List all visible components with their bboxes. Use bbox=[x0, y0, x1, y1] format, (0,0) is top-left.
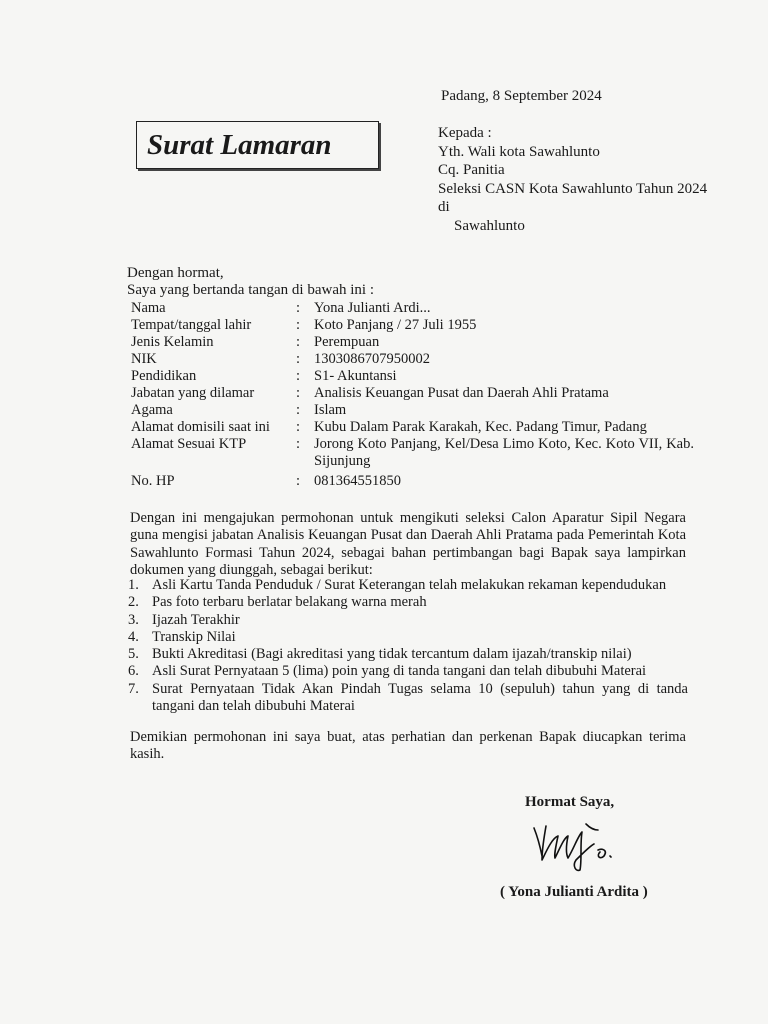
signoff-salutation: Hormat Saya, bbox=[525, 794, 615, 810]
closing-paragraph: Demikian permohonan ini saya buat, atas perhatian dan perkenan Bapak diucapkan terima kasih. bbox=[130, 729, 686, 763]
letter-date: Padang, 8 September 2024 bbox=[441, 88, 602, 104]
biodata-colon: : bbox=[296, 436, 301, 452]
biodata-row bbox=[131, 385, 694, 402]
biodata-value: Yona Julianti Ardi... bbox=[314, 300, 431, 316]
list-number: 1. bbox=[128, 577, 139, 593]
biodata-row bbox=[131, 317, 694, 334]
biodata-row bbox=[131, 300, 694, 317]
list-number: 4. bbox=[128, 628, 139, 645]
biodata-value: 1303086707950002 bbox=[314, 351, 430, 367]
biodata-colon: : bbox=[296, 300, 301, 316]
biodata-value: S1- Akuntansi bbox=[314, 368, 397, 384]
biodata-colon: : bbox=[296, 368, 301, 384]
list-number: 6. bbox=[128, 663, 139, 680]
biodata-colon: : bbox=[296, 402, 301, 418]
list-number: 5. bbox=[128, 646, 139, 663]
biodata-colon: : bbox=[296, 334, 301, 350]
list-text: Asli Surat Pernyataan 5 (lima) poin yang di tanda tangani dan telah dibubuhi Materai bbox=[152, 663, 647, 680]
biodata-row bbox=[131, 419, 694, 436]
recipient-line: Kepada : bbox=[438, 125, 492, 141]
signer-name: ( Yona Julianti Ardita ) bbox=[500, 884, 648, 900]
biodata-label: Tempat/tanggal lahir bbox=[131, 317, 252, 333]
recipient-block bbox=[438, 124, 707, 235]
biodata-value: Koto Panjang / 27 Juli 1955 bbox=[314, 317, 477, 333]
biodata-value: 081364551850 bbox=[314, 473, 401, 489]
list-item bbox=[128, 594, 688, 611]
biodata-value: Islam bbox=[314, 402, 347, 418]
list-number: 7. bbox=[128, 680, 139, 697]
recipient-line: di bbox=[438, 199, 450, 215]
list-text: Surat Pernyataan Tidak Akan Pindah Tugas selama 10 (sepuluh) tahun yang di tanda tangani dan telah dibubuhi Materai bbox=[152, 680, 688, 715]
list-text: Ijazah Terakhir bbox=[152, 611, 240, 628]
biodata-value: Jorong Koto Panjang, Kel/Desa Limo Koto, Kec. Koto VII, Kab. Sijunjung bbox=[314, 436, 694, 469]
list-item bbox=[128, 663, 688, 680]
list-item bbox=[128, 577, 688, 594]
biodata-colon: : bbox=[296, 317, 301, 333]
list-text: Bukti Akreditasi (Bagi akreditasi yang tidak tercantum dalam ijazah/transkip nilai) bbox=[152, 646, 632, 663]
list-item bbox=[128, 629, 688, 646]
recipient-line: Cq. Panitia bbox=[438, 162, 505, 178]
body-paragraph: Dengan ini mengajukan permohonan untuk mengikuti seleksi Calon Aparatur Sipil Negara guna mengisi jabatan Analisis Keuangan Pusat dan Daerah Ahli Pratama pada Pemerintah Kota Sawahlunto Formasi Tahun 2024, sebagai bahan pertimbangan bagi Bapak saya lampirkan dokumen yang diunggah, sebagai berikut: bbox=[130, 510, 686, 578]
biodata-value: Kubu Dalam Parak Karakah, Kec. Padang Timur, Padang bbox=[314, 419, 647, 435]
recipient-line: Sawahlunto bbox=[454, 217, 525, 234]
biodata-label: NIK bbox=[131, 351, 157, 367]
biodata-label: Agama bbox=[131, 402, 173, 418]
biodata-label: Jenis Kelamin bbox=[131, 334, 214, 350]
biodata-colon: : bbox=[296, 351, 301, 367]
list-text: Transkip Nilai bbox=[152, 628, 236, 645]
recipient-line: Yth. Wali kota Sawahlunto bbox=[438, 143, 600, 160]
list-item bbox=[128, 646, 688, 663]
biodata-table bbox=[131, 300, 694, 490]
biodata-label: Nama bbox=[131, 300, 166, 316]
recipient-line: Seleksi CASN Kota Sawahlunto Tahun 2024 bbox=[438, 180, 708, 197]
intro-line: Saya yang bertanda tangan di bawah ini : bbox=[127, 282, 375, 298]
biodata-label: Jabatan yang dilamar bbox=[131, 385, 255, 401]
list-number: 2. bbox=[128, 594, 139, 611]
title-box bbox=[136, 121, 379, 169]
biodata-row bbox=[131, 436, 694, 470]
biodata-colon: : bbox=[296, 473, 301, 489]
list-text: Asli Kartu Tanda Penduduk / Surat Keterangan telah melakukan rekaman kependudukan bbox=[152, 577, 667, 593]
biodata-label: Alamat domisili saat ini bbox=[131, 419, 270, 435]
biodata-colon: : bbox=[296, 385, 301, 401]
biodata-row bbox=[131, 334, 694, 351]
handwritten-signature bbox=[524, 816, 624, 876]
biodata-row bbox=[131, 473, 694, 490]
letter-title: Surat Lamaran bbox=[147, 129, 332, 161]
biodata-value: Analisis Keuangan Pusat dan Daerah Ahli Pratama bbox=[314, 385, 609, 401]
list-text: Pas foto terbaru berlatar belakang warna merah bbox=[152, 594, 427, 611]
biodata-label: Pendidikan bbox=[131, 368, 197, 384]
greeting: Dengan hormat, bbox=[127, 265, 224, 281]
biodata-row bbox=[131, 368, 694, 385]
attachment-list bbox=[128, 577, 688, 715]
biodata-colon: : bbox=[296, 419, 301, 435]
biodata-label: Alamat Sesuai KTP bbox=[131, 436, 247, 452]
biodata-value: Perempuan bbox=[314, 334, 380, 350]
biodata-label: No. HP bbox=[131, 473, 175, 489]
list-number: 3. bbox=[128, 611, 139, 628]
list-item bbox=[128, 612, 688, 629]
biodata-row bbox=[131, 351, 694, 368]
list-item bbox=[128, 681, 688, 716]
biodata-row bbox=[131, 402, 694, 419]
